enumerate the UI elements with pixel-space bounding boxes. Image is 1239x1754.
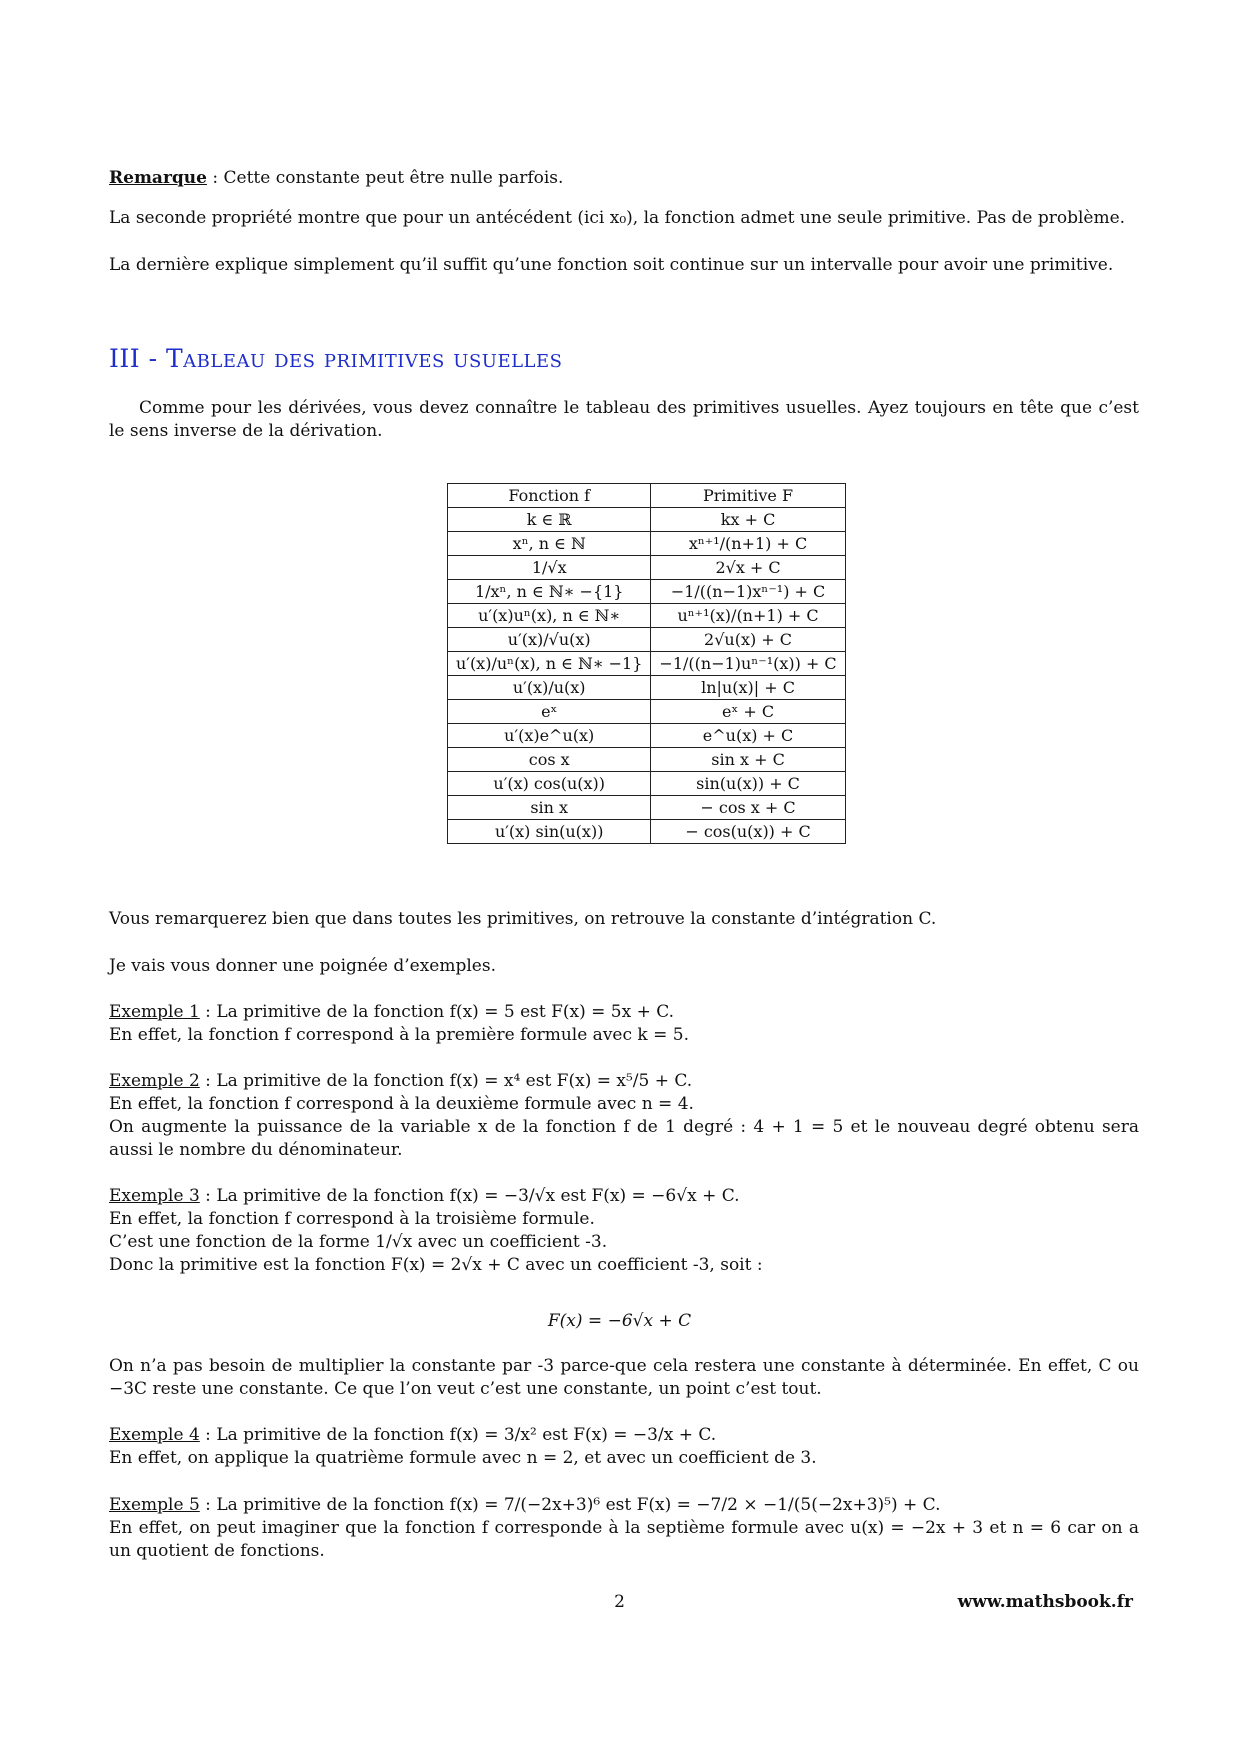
remark-label: Remarque (109, 168, 207, 188)
site-url: www.mathsbook.fr (957, 1592, 1133, 1612)
cell-primitive: 2√x + C (651, 556, 845, 580)
example-1-line-1 (109, 1001, 1139, 1024)
table-row (448, 772, 846, 796)
page-number: 2 (614, 1592, 625, 1612)
example-3-line-2: En effet, la fonction f correspond à la troisième formule. (109, 1209, 595, 1229)
header-primitive: Primitive F (651, 484, 845, 508)
cell-fonction: u′(x) cos(u(x)) (448, 772, 651, 796)
cell-primitive: uⁿ⁺¹(x)/(n+1) + C (651, 604, 845, 628)
example-5 (109, 1494, 1139, 1563)
example-2-line-3: On augmente la puissance de la variable x de la fonction f de 1 degré : 4 + 1 = 5 et le nouveau degré obtenu sera aussi le nombre du dénominateur. (109, 1117, 1139, 1160)
section-title (109, 344, 562, 373)
example-label: Exemple 1 (109, 1002, 200, 1022)
example-label: Exemple 5 (109, 1495, 200, 1515)
cell-fonction: 1/√x (448, 556, 651, 580)
example-text: : La primitive de la fonction f(x) = −3/√x est F(x) = −6√x + C. (199, 1186, 740, 1206)
cell-fonction: sin x (448, 796, 651, 820)
cell-primitive: −1/((n−1)xⁿ⁻¹) + C (651, 580, 845, 604)
cell-primitive: − cos x + C (651, 796, 845, 820)
example-5-line-1 (109, 1494, 1139, 1517)
primitives-table (447, 483, 846, 844)
example-text: : La primitive de la fonction f(x) = 5 est F(x) = 5x + C. (199, 1002, 675, 1022)
cell-fonction: u′(x)uⁿ(x), n ∈ ℕ∗ (448, 604, 651, 628)
example-text: : La primitive de la fonction f(x) = 7/(−2x+3)⁶ est F(x) = −7/2 × −1/(5(−2x+3)⁵) + C. (199, 1495, 941, 1515)
table-row (448, 604, 846, 628)
cell-fonction: 1/xⁿ, n ∈ ℕ∗ −{1} (448, 580, 651, 604)
table-row (448, 508, 846, 532)
table-row (448, 532, 846, 556)
cell-primitive: −1/((n−1)uⁿ⁻¹(x)) + C (651, 652, 845, 676)
table-row (448, 556, 846, 580)
table-header-row (448, 484, 846, 508)
cell-fonction: k ∈ ℝ (448, 508, 651, 532)
example-3-after: On n’a pas besoin de multiplier la constante par -3 parce-que cela restera une constante à déterminée. En effet, C ou −3C reste une constante. Ce que l’on veut c’est une constante, un point c’est tout. (109, 1356, 1139, 1399)
example-label: Exemple 3 (109, 1186, 200, 1206)
table-row (448, 748, 846, 772)
example-2-line-2: En effet, la fonction f correspond à la deuxième formule avec n = 4. (109, 1094, 694, 1114)
example-text: : La primitive de la fonction f(x) = 3/x² est F(x) = −3/x + C. (199, 1425, 717, 1445)
section-number: III - (109, 344, 166, 373)
example-2-line-1 (109, 1070, 1139, 1093)
example-5-line-2: En effet, on peut imaginer que la fonction f corresponde à la septième formule avec u(x) = −2x + 3 et n = 6 car on a un quotient de fonctions. (109, 1518, 1139, 1561)
cell-fonction: u′(x)e^u(x) (448, 724, 651, 748)
example-2 (109, 1070, 1139, 1162)
cell-primitive: xⁿ⁺¹/(n+1) + C (651, 532, 845, 556)
section-intro: Comme pour les dérivées, vous devez connaître le tableau des primitives usuelles. Ayez toujours en tête que c’est le sens inverse de la dérivation. (109, 398, 1139, 441)
display-formula: F(x) = −6√x + C (547, 1311, 692, 1331)
example-3-line-3: C’est une fonction de la forme 1/√x avec un coefficient -3. (109, 1232, 608, 1252)
example-text: : La primitive de la fonction f(x) = x⁴ est F(x) = x⁵/5 + C. (199, 1071, 693, 1091)
table-row (448, 580, 846, 604)
intro-paragraph-1: La seconde propriété montre que pour un antécédent (ici x₀), la fonction admet une seule primitive. Pas de problème. (109, 208, 1126, 228)
cell-primitive: 2√u(x) + C (651, 628, 845, 652)
cell-primitive: sin(u(x)) + C (651, 772, 845, 796)
cell-primitive: sin x + C (651, 748, 845, 772)
table-row (448, 628, 846, 652)
example-1-line-2: En effet, la fonction f correspond à la première formule avec k = 5. (109, 1025, 689, 1045)
remark-paragraph (109, 167, 1139, 190)
example-1 (109, 1001, 1139, 1047)
cell-primitive: e^u(x) + C (651, 724, 845, 748)
example-4 (109, 1424, 1139, 1470)
example-4-line-2: En effet, on applique la quatrième formule avec n = 2, et avec un coefficient de 3. (109, 1448, 817, 1468)
header-fonction: Fonction f (448, 484, 651, 508)
intro-paragraph-2: La dernière explique simplement qu’il suffit qu’une fonction soit continue sur un intervalle pour avoir une primitive. (109, 255, 1114, 275)
example-label: Exemple 2 (109, 1071, 200, 1091)
example-label: Exemple 4 (109, 1425, 200, 1445)
cell-fonction: u′(x)/uⁿ(x), n ∈ ℕ∗ −1} (448, 652, 651, 676)
table-row (448, 796, 846, 820)
cell-primitive: kx + C (651, 508, 845, 532)
cell-fonction: xⁿ, n ∈ ℕ (448, 532, 651, 556)
example-3 (109, 1185, 1139, 1277)
remark-text: : Cette constante peut être nulle parfois. (206, 168, 564, 188)
cell-fonction: u′(x)/u(x) (448, 676, 651, 700)
section-title-text: Tableau des primitives usuelles (165, 344, 563, 373)
cell-primitive: − cos(u(x)) + C (651, 820, 845, 844)
after-table-paragraph-2: Je vais vous donner une poignée d’exemples. (109, 956, 496, 976)
example-3-line-1 (109, 1185, 1139, 1208)
cell-fonction: u′(x) sin(u(x)) (448, 820, 651, 844)
cell-primitive: eˣ + C (651, 700, 845, 724)
table-row (448, 652, 846, 676)
cell-primitive: ln|u(x)| + C (651, 676, 845, 700)
cell-fonction: cos x (448, 748, 651, 772)
table-row (448, 820, 846, 844)
table-row (448, 724, 846, 748)
cell-fonction: u′(x)/√u(x) (448, 628, 651, 652)
table-row (448, 676, 846, 700)
cell-fonction: eˣ (448, 700, 651, 724)
after-table-paragraph-1: Vous remarquerez bien que dans toutes les primitives, on retrouve la constante d’intégration C. (109, 909, 937, 929)
example-3-line-4: Donc la primitive est la fonction F(x) = 2√x + C avec un coefficient -3, soit : (109, 1255, 763, 1275)
table-row (448, 700, 846, 724)
example-4-line-1 (109, 1424, 1139, 1447)
